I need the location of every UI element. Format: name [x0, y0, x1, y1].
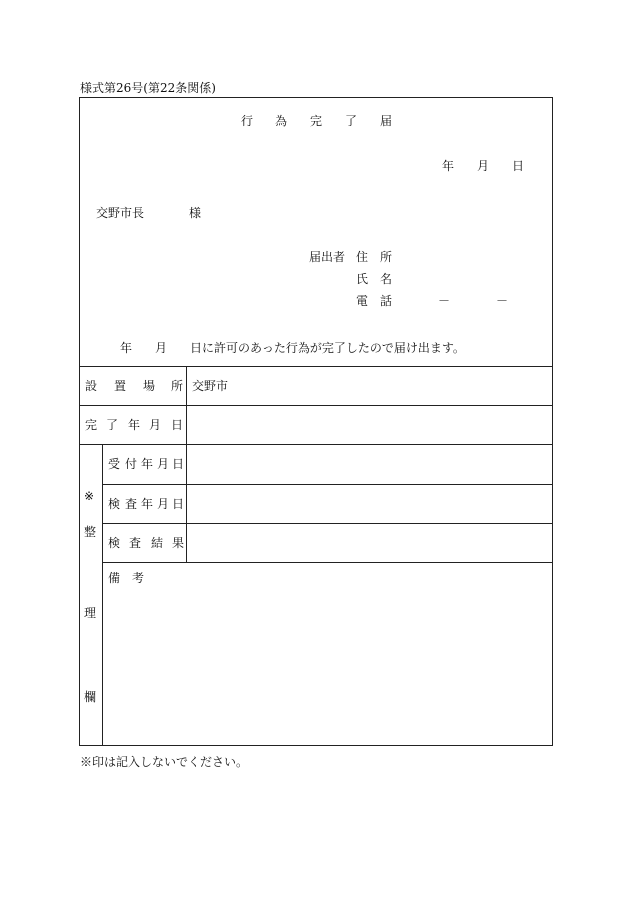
location-label-char: 置: [114, 379, 127, 393]
title-char: 了: [345, 114, 358, 128]
addressee-honorific: 様: [189, 206, 202, 220]
office-side-label-char: 欄: [84, 690, 97, 704]
inspection-date-label-char: 査: [125, 497, 138, 511]
phone-label-char: 話: [380, 294, 393, 308]
address-label-char: 所: [380, 250, 393, 264]
phone-dash: －: [496, 294, 509, 308]
inspection-result-label-char: 検: [108, 536, 121, 550]
column-divider: [102, 444, 103, 746]
footnote: ※印は記入しないでください。: [80, 755, 249, 769]
address-label-char: 住: [356, 250, 369, 264]
completion-label-char: 日: [171, 418, 184, 432]
location-label-char: 所: [171, 379, 184, 393]
remarks-label-char: 考: [132, 571, 145, 585]
office-side-label-char: 整: [84, 525, 97, 539]
inspection-result-label-char: 果: [172, 536, 185, 550]
completion-label-char: 月: [149, 418, 162, 432]
office-side-label-char: 理: [84, 606, 97, 620]
title-char: 行: [241, 114, 254, 128]
inspection-date-label-char: 検: [108, 497, 121, 511]
inspection-date-label-char: 月: [157, 497, 170, 511]
receipt-date-label-char: 月: [157, 457, 170, 471]
completion-label-char: 了: [106, 418, 119, 432]
statement-year: 年: [120, 341, 133, 355]
inspection-result-label-char: 結: [151, 536, 164, 550]
inspection-date-label-char: 年: [141, 497, 154, 511]
location-label-char: 設: [85, 379, 98, 393]
receipt-date-label-char: 付: [125, 457, 138, 471]
row-divider: [79, 444, 553, 445]
statement-text: 日に許可のあった行為が完了したので届け出ます。: [190, 341, 465, 355]
addressee-name: 交野市長: [96, 206, 145, 220]
date-month-label: 月: [477, 159, 490, 173]
name-label-char: 名: [380, 272, 393, 286]
date-day-label: 日: [512, 159, 525, 173]
row-divider: [79, 405, 553, 406]
name-label-char: 氏: [356, 272, 369, 286]
date-year-label: 年: [442, 159, 455, 173]
receipt-date-label-char: 年: [141, 457, 154, 471]
statement-month: 月: [155, 341, 168, 355]
phone-dash: －: [438, 294, 451, 308]
applicant-role: 届出者: [309, 250, 346, 264]
column-divider: [186, 366, 187, 444]
row-divider: [102, 484, 553, 485]
row-divider: [102, 562, 553, 563]
completion-label-char: 年: [128, 418, 141, 432]
receipt-date-label-char: 日: [172, 457, 185, 471]
title-char: 届: [380, 114, 393, 128]
column-divider: [186, 444, 187, 562]
inspection-date-label-char: 日: [172, 497, 185, 511]
remarks-label-char: 備: [108, 571, 121, 585]
row-divider: [79, 366, 553, 367]
completion-label-char: 完: [85, 418, 98, 432]
location-value: 交野市: [192, 379, 229, 393]
title-char: 為: [275, 114, 288, 128]
form-number: 様式第26号(第22条関係): [80, 81, 216, 95]
location-label-char: 場: [143, 379, 156, 393]
row-divider: [102, 523, 553, 524]
phone-label-char: 電: [356, 294, 369, 308]
title-char: 完: [310, 114, 323, 128]
receipt-date-label-char: 受: [108, 457, 121, 471]
office-side-label-char: ※: [84, 489, 95, 503]
inspection-result-label-char: 査: [129, 536, 142, 550]
